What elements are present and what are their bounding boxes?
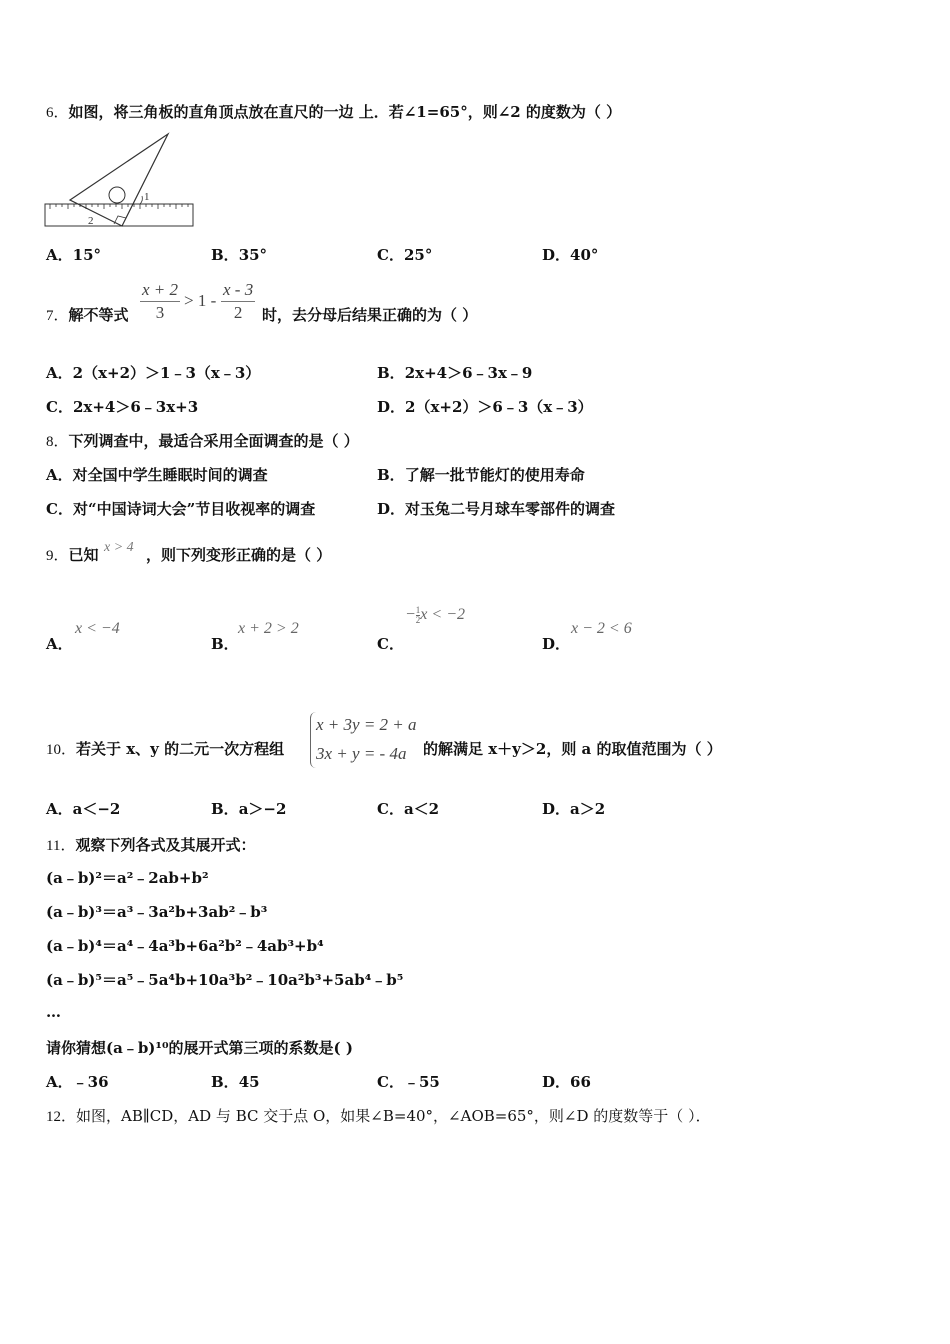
option-label: A． [46, 1073, 73, 1091]
option-value: a＞−2 [238, 800, 287, 818]
fraction-denominator: 2 [233, 303, 243, 322]
option-value: 66 [570, 1073, 591, 1091]
question-number: 10． [46, 742, 77, 758]
option-d[interactable] [377, 499, 615, 519]
option-d[interactable] [377, 397, 593, 417]
set-square-hole [109, 187, 125, 203]
option-label: A． [46, 635, 73, 653]
option-c[interactable] [377, 799, 439, 819]
option-value: a＞2 [570, 800, 606, 818]
expansion-line-3: (a﹣b)⁴＝a⁴﹣4a³b+6a²b²﹣4ab³+b⁴ [46, 937, 324, 955]
option-label: C． [377, 246, 404, 264]
option-c-formula [405, 605, 465, 625]
option-label: A． [46, 364, 73, 382]
formula-rest: x < −2 [420, 606, 465, 623]
angle-2-label: 2 [88, 215, 94, 227]
option-b[interactable] [211, 1072, 260, 1092]
option-d[interactable] [542, 1072, 591, 1092]
option-label: D． [542, 1073, 571, 1091]
question-6 [46, 102, 621, 123]
option-d[interactable] [542, 245, 598, 265]
minus-sign: − [405, 606, 416, 623]
option-label: A． [46, 800, 73, 818]
option-value: 2x+4＞6﹣3x﹣9 [404, 364, 533, 382]
option-c[interactable] [46, 499, 315, 519]
question-12 [46, 1106, 711, 1127]
option-label: B． [211, 1073, 239, 1091]
option-value: ﹣55 [403, 1073, 440, 1091]
option-label: B． [211, 635, 239, 653]
condition-formula: x > 4 [104, 540, 134, 555]
question-number: 12． [46, 1109, 77, 1125]
question-number: 7． [46, 308, 69, 324]
option-value: 2（x+2）＞1﹣3（x﹣3） [72, 364, 261, 382]
question-prefix: 已知 [68, 546, 99, 564]
question-11-ask: 请你猜想(a﹣b)¹⁰的展开式第三项的系数是( ) [46, 1039, 353, 1057]
option-label: D． [377, 398, 406, 416]
fraction-denominator: 3 [155, 303, 165, 322]
option-value: 35° [238, 246, 268, 264]
option-label: D． [542, 246, 571, 264]
option-a[interactable] [46, 245, 101, 265]
question-number: 9． [46, 548, 69, 564]
fraction-numerator: 1 [415, 604, 421, 615]
option-label: C． [377, 1073, 404, 1091]
option-a-formula: x < −4 [75, 620, 120, 637]
expansion-line-1: (a﹣b)²＝a²﹣2ab+b² [46, 869, 209, 887]
question-11 [46, 835, 255, 856]
option-label: B． [211, 800, 239, 818]
option-value: 15° [72, 246, 102, 264]
option-a[interactable] [46, 465, 268, 485]
question-text: 观察下列各式及其展开式： [75, 836, 256, 854]
option-value: 2（x+2）＞6﹣3（x﹣3） [405, 398, 593, 416]
option-c[interactable] [46, 397, 198, 417]
option-a[interactable] [46, 799, 120, 819]
option-b[interactable] [211, 634, 239, 654]
expansion-line-2: (a﹣b)³＝a³﹣3a²b+3ab²﹣b³ [46, 903, 268, 921]
ruler [45, 204, 193, 226]
option-d[interactable] [542, 799, 605, 819]
option-label: A． [46, 466, 73, 484]
question-prefix: 解不等式 [68, 306, 129, 324]
option-b[interactable] [377, 363, 532, 383]
fraction-denominator: 2 [415, 614, 421, 625]
option-label: B． [377, 364, 405, 382]
option-value: 45 [238, 1073, 260, 1091]
option-d[interactable] [542, 634, 570, 654]
question-text: 如图，AB∥CD，AD 与 BC 交于点 O，如果∠B=40°，∠AOB=65°，则∠D 的度数等于（ ）． [76, 1107, 711, 1125]
option-value: 了解一批节能灯的使用寿命 [404, 466, 585, 484]
option-value: 25° [403, 246, 433, 264]
set-square [70, 134, 168, 226]
question-9 [46, 545, 99, 566]
option-value: 对全国中学生睡眠时间的调查 [72, 466, 268, 484]
expansion-line-4: (a﹣b)⁵＝a⁵﹣5a⁴b+10a³b²﹣10a²b³+5ab⁴﹣b⁵ [46, 971, 404, 989]
option-label: C． [46, 398, 73, 416]
option-label: B． [211, 246, 239, 264]
option-a[interactable] [46, 634, 73, 654]
option-a[interactable] [46, 363, 260, 383]
angle-1-label: 1 [144, 191, 150, 203]
option-c[interactable] [377, 1072, 440, 1092]
equation-2: 3x + y = - 4a [316, 744, 407, 763]
option-label: C． [46, 500, 73, 518]
fraction-numerator: x - 3 [223, 280, 254, 299]
option-b-formula: x + 2 > 2 [238, 620, 299, 637]
option-label: B． [377, 466, 405, 484]
option-d-formula: x − 2 < 6 [571, 620, 632, 637]
question-prefix: 若关于 x、y 的二元一次方程组 [76, 740, 285, 758]
fraction-1 [140, 280, 180, 323]
option-value: a＜−2 [72, 800, 121, 818]
question-number: 6． [46, 105, 69, 121]
option-value: 40° [570, 246, 599, 264]
option-b[interactable] [211, 245, 267, 265]
option-b[interactable] [211, 799, 286, 819]
option-value: a＜2 [403, 800, 440, 818]
equation-1: x + 3y = 2 + a [316, 715, 417, 734]
fraction-numerator: x + 2 [142, 280, 179, 299]
fraction-2 [221, 280, 255, 323]
option-label: D． [542, 635, 571, 653]
option-a[interactable] [46, 1072, 109, 1092]
question-suffix: 时，去分母后结果正确的为（ ） [262, 306, 478, 324]
option-b[interactable] [377, 465, 585, 485]
option-c[interactable] [377, 245, 432, 265]
inequality-middle: > 1 - [184, 291, 217, 310]
option-value: ﹣36 [72, 1073, 109, 1091]
question-number: 8． [46, 434, 69, 450]
ellipsis: … [46, 1003, 61, 1021]
question-suffix: 的解满足 x＋y＞2，则 a 的取值范围为（ ） [423, 740, 722, 758]
option-label: C． [377, 635, 404, 653]
option-value: 2x+4＞6﹣3x+3 [72, 398, 199, 416]
option-label: D． [542, 800, 571, 818]
option-value: 对玉兔二号月球车零部件的调查 [405, 500, 616, 518]
option-c[interactable] [377, 634, 404, 654]
question-10 [46, 739, 284, 760]
option-label: C． [377, 800, 404, 818]
option-label: D． [377, 500, 406, 518]
question-text: 如图，将三角板的直角顶点放在直尺的一边 上．若∠1=65°，则∠2 的度数为（ ） [68, 103, 622, 121]
question-8 [46, 431, 359, 452]
triangle-ruler-figure [44, 130, 196, 230]
question-text: 下列调查中，最适合采用全面调查的是（ ） [68, 432, 359, 450]
question-suffix: ，则下列变形正确的是（ ） [146, 546, 332, 564]
question-number: 11． [46, 838, 76, 854]
option-label: A． [46, 246, 73, 264]
question-7 [46, 305, 129, 326]
option-value: 对“中国诗词大会”节目收视率的调查 [72, 500, 316, 518]
